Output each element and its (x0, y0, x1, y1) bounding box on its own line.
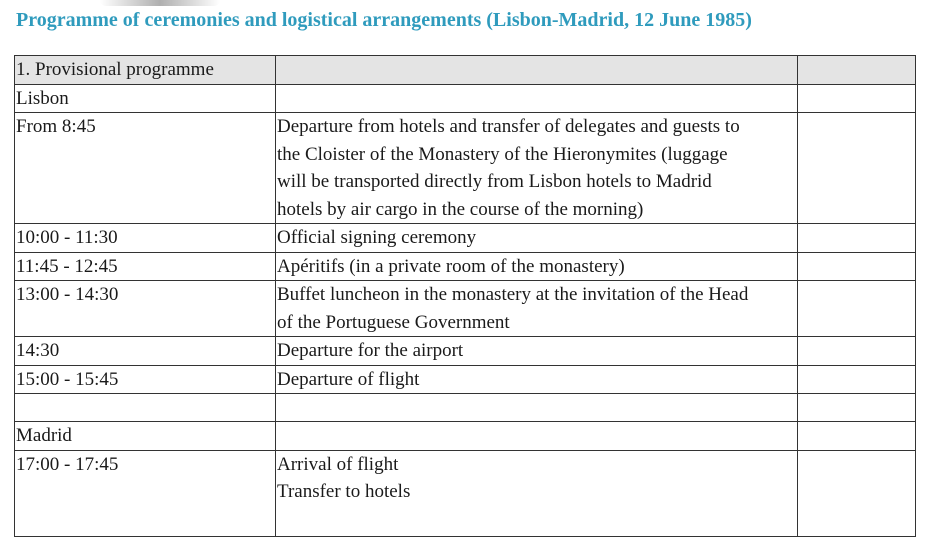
activity-cell (276, 337, 798, 366)
activity-line: Arrival of flight (277, 453, 399, 475)
activity-cell (276, 281, 798, 337)
header-cell-programme: 1. Provisional programme (15, 56, 276, 85)
activity-cell (276, 422, 798, 451)
activity-line: Apéritifs (in a private room of the monastery) (277, 255, 625, 277)
activity-cell (276, 252, 798, 281)
time-cell: 11:45 - 12:45 (15, 252, 276, 281)
notes-cell (798, 281, 916, 337)
activity-line: Transfer to hotels (277, 481, 411, 502)
activity-line: hotels by air cargo in the course of the morning) (277, 198, 644, 220)
activity-cell (276, 394, 798, 422)
notes-cell (798, 337, 916, 366)
header-cell-empty (276, 56, 798, 85)
activity-cell (276, 450, 798, 536)
time-cell: 17:00 - 17:45 (15, 450, 276, 536)
programme-table (14, 55, 916, 537)
table-row (15, 422, 916, 451)
time-cell (15, 394, 276, 422)
activity-line: Departure of flight (277, 368, 420, 390)
notes-cell (798, 224, 916, 253)
notes-cell (798, 113, 916, 224)
time-cell: 15:00 - 15:45 (15, 365, 276, 394)
activity-line: the Cloister of the Monastery of the Hieronymites (luggage (277, 143, 728, 165)
activity-line: Departure from hotels and transfer of delegates and guests to (277, 116, 740, 137)
table-row (15, 450, 916, 536)
header-cell-empty (798, 56, 916, 85)
time-cell: 14:30 (15, 337, 276, 366)
table-row (15, 394, 916, 422)
notes-cell (798, 394, 916, 422)
notes-cell (798, 365, 916, 394)
table-header-row (15, 56, 916, 85)
activity-line: Buffet luncheon in the monastery at the invitation of the Head (277, 284, 749, 305)
activity-line: will be transported directly from Lisbon hotels to Madrid (277, 171, 712, 192)
table-row (15, 365, 916, 394)
notes-cell (798, 252, 916, 281)
time-cell: From 8:45 (15, 113, 276, 224)
table-row (15, 84, 916, 113)
table-row (15, 252, 916, 281)
activity-cell (276, 113, 798, 224)
section-cell: Lisbon (15, 84, 276, 113)
time-cell: 13:00 - 14:30 (15, 281, 276, 337)
activity-cell (276, 84, 798, 113)
activity-cell (276, 365, 798, 394)
notes-cell (798, 422, 916, 451)
section-cell: Madrid (15, 422, 276, 451)
activity-line: of the Portuguese Government (277, 311, 510, 333)
activity-line: Official signing ceremony (277, 227, 477, 248)
table-row (15, 281, 916, 337)
table-row (15, 113, 916, 224)
notes-cell (798, 84, 916, 113)
notes-cell (798, 450, 916, 536)
table-row (15, 224, 916, 253)
activity-line: Departure for the airport (277, 340, 464, 361)
activity-cell (276, 224, 798, 253)
page-title: Programme of ceremonies and logistical arrangements (Lisbon-Madrid, 12 June 1985) (16, 9, 752, 31)
time-cell: 10:00 - 11:30 (15, 224, 276, 253)
table-row (15, 337, 916, 366)
